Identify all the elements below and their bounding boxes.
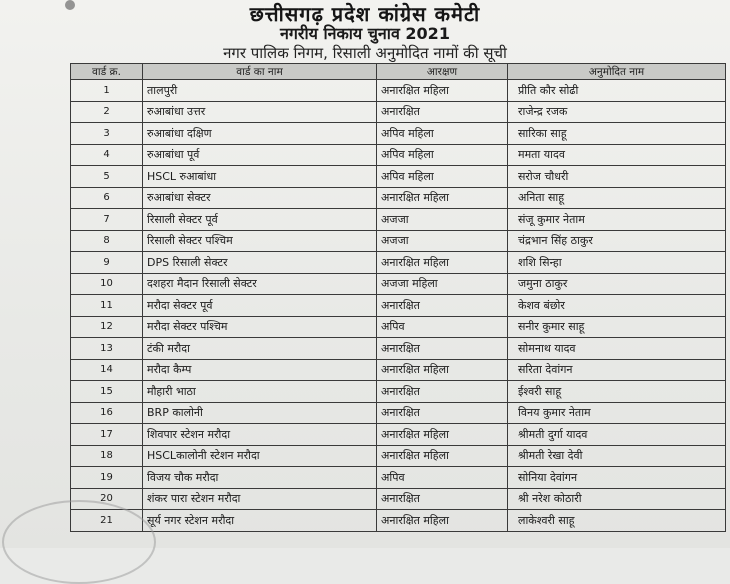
ward-number-cell: 18: [71, 445, 143, 467]
ward-name-cell: HSCL रुआबांधा: [143, 166, 377, 188]
reservation-cell: अनारक्षित: [377, 402, 508, 424]
column-header-ward-name: वार्ड का नाम: [143, 64, 377, 80]
ward-name-cell: रिसाली सेक्टर पूर्व: [143, 209, 377, 231]
ward-name-cell: तालपुरी: [143, 80, 377, 102]
reservation-cell: अनारक्षित महिला: [377, 252, 508, 274]
ward-name-cell: HSCLकालोनी स्टेशन मरौदा: [143, 445, 377, 467]
column-header-approved-name: अनुमोदित नाम: [508, 64, 726, 80]
approved-name-cell: विनय कुमार नेताम: [508, 402, 726, 424]
ward-name-cell: मरौदा सेक्टर पश्चिम: [143, 316, 377, 338]
reservation-cell: अनारक्षित महिला: [377, 359, 508, 381]
ward-number-cell: 4: [71, 144, 143, 166]
ward-name-cell: रुआबांधा दक्षिण: [143, 123, 377, 145]
ward-number-cell: 13: [71, 338, 143, 360]
approved-name-cell: शशि सिन्हा: [508, 252, 726, 274]
table-row: [71, 80, 726, 102]
table-row: [71, 187, 726, 209]
table-header-row: [71, 64, 726, 80]
reservation-cell: अपिव महिला: [377, 123, 508, 145]
table-row: [71, 101, 726, 123]
ward-number-cell: 6: [71, 187, 143, 209]
approved-name-cell: ईश्वरी साहू: [508, 381, 726, 403]
election-title: नगरीय निकाय चुनाव 2021: [280, 24, 450, 43]
ward-number-cell: 21: [71, 510, 143, 532]
approved-name-cell: सरोज चौधरी: [508, 166, 726, 188]
ward-name-cell: DPS रिसाली सेक्टर: [143, 252, 377, 274]
table-row: [71, 252, 726, 274]
ward-number-cell: 11: [71, 295, 143, 317]
approved-names-table: [70, 63, 726, 532]
table-row: [71, 445, 726, 467]
ward-number-cell: 10: [71, 273, 143, 295]
ward-number-cell: 3: [71, 123, 143, 145]
table-row: [71, 488, 726, 510]
ward-name-cell: BRP कालोनी: [143, 402, 377, 424]
ward-name-cell: रुआबांधा सेक्टर: [143, 187, 377, 209]
ward-number-cell: 12: [71, 316, 143, 338]
column-header-reservation: आरक्षण: [377, 64, 508, 80]
table-row: [71, 316, 726, 338]
ward-name-cell: दशहरा मैदान रिसाली सेक्टर: [143, 273, 377, 295]
approved-name-cell: राजेन्द्र रजक: [508, 101, 726, 123]
list-subtitle: नगर पालिक निगम, रिसाली अनुमोदित नामों की सूची: [223, 44, 507, 62]
table-row: [71, 338, 726, 360]
table-row: [71, 359, 726, 381]
table-row: [71, 144, 726, 166]
table-row: [71, 381, 726, 403]
approved-name-cell: सोनिया देवांगन: [508, 467, 726, 489]
ward-name-cell: मरौदा कैम्प: [143, 359, 377, 381]
table-row: [71, 209, 726, 231]
table-row: [71, 273, 726, 295]
ward-name-cell: मौहारी भाठा: [143, 381, 377, 403]
ward-number-cell: 19: [71, 467, 143, 489]
reservation-cell: अनारक्षित महिला: [377, 80, 508, 102]
reservation-cell: अपिव: [377, 467, 508, 489]
ward-number-cell: 1: [71, 80, 143, 102]
reservation-cell: अजजा: [377, 230, 508, 252]
approved-name-cell: सारिका साहू: [508, 123, 726, 145]
reservation-cell: अनारक्षित: [377, 101, 508, 123]
approved-name-cell: प्रीति कौर सोढी: [508, 80, 726, 102]
table-row: [71, 166, 726, 188]
reservation-cell: अजजा: [377, 209, 508, 231]
approved-name-cell: सनीर कुमार साहू: [508, 316, 726, 338]
reservation-cell: अनारक्षित महिला: [377, 187, 508, 209]
approved-name-cell: सरिता देवांगन: [508, 359, 726, 381]
ward-name-cell: रुआबांधा पूर्व: [143, 144, 377, 166]
reservation-cell: अपिव महिला: [377, 166, 508, 188]
approved-name-cell: लाकेश्वरी साहू: [508, 510, 726, 532]
ward-name-cell: रुआबांधा उत्तर: [143, 101, 377, 123]
approved-name-cell: केशव बंछोर: [508, 295, 726, 317]
reservation-cell: अनारक्षित: [377, 338, 508, 360]
table-row: [71, 467, 726, 489]
column-header-ward-no: वार्ड क्र.: [71, 64, 143, 80]
reservation-cell: अनारक्षित महिला: [377, 445, 508, 467]
approved-name-cell: अनिता साहू: [508, 187, 726, 209]
table-row: [71, 424, 726, 446]
reservation-cell: अनारक्षित: [377, 381, 508, 403]
approved-name-cell: चंद्रभान सिंह ठाकुर: [508, 230, 726, 252]
ward-number-cell: 17: [71, 424, 143, 446]
ward-name-cell: शंकर पारा स्टेशन मरौदा: [143, 488, 377, 510]
table-row: [71, 510, 726, 532]
reservation-cell: अनारक्षित: [377, 488, 508, 510]
table-row: [71, 123, 726, 145]
reservation-cell: अजजा महिला: [377, 273, 508, 295]
reservation-cell: अनारक्षित महिला: [377, 510, 508, 532]
committee-title: छत्तीसगढ़ प्रदेश कांग्रेस कमेटी: [249, 2, 481, 26]
reservation-cell: अपिव महिला: [377, 144, 508, 166]
approved-name-cell: श्री नरेश कोठारी: [508, 488, 726, 510]
table-row: [71, 230, 726, 252]
reservation-cell: अनारक्षित: [377, 295, 508, 317]
approved-name-cell: जमुना ठाकुर: [508, 273, 726, 295]
approved-name-cell: संजू कुमार नेताम: [508, 209, 726, 231]
ward-number-cell: 9: [71, 252, 143, 274]
ward-number-cell: 14: [71, 359, 143, 381]
ward-number-cell: 7: [71, 209, 143, 231]
ward-name-cell: शिवपार स्टेशन मरौदा: [143, 424, 377, 446]
office-stamp: [2, 500, 156, 584]
ward-name-cell: विजय चौक मरौदा: [143, 467, 377, 489]
ward-number-cell: 2: [71, 101, 143, 123]
reservation-cell: अपिव: [377, 316, 508, 338]
ward-name-cell: सूर्य नगर स्टेशन मरौदा: [143, 510, 377, 532]
ward-name-cell: रिसाली सेक्टर पश्चिम: [143, 230, 377, 252]
ward-number-cell: 16: [71, 402, 143, 424]
table-row: [71, 402, 726, 424]
table-row: [71, 295, 726, 317]
approved-name-cell: सोमनाथ यादव: [508, 338, 726, 360]
reservation-cell: अनारक्षित महिला: [377, 424, 508, 446]
ward-number-cell: 15: [71, 381, 143, 403]
ward-number-cell: 5: [71, 166, 143, 188]
approved-name-cell: श्रीमती दुर्गा यादव: [508, 424, 726, 446]
approved-name-cell: ममता यादव: [508, 144, 726, 166]
approved-name-cell: श्रीमती रेखा देवी: [508, 445, 726, 467]
ward-number-cell: 8: [71, 230, 143, 252]
ward-name-cell: मरौदा सेक्टर पूर्व: [143, 295, 377, 317]
ward-name-cell: टंकी मरौदा: [143, 338, 377, 360]
ward-number-cell: 20: [71, 488, 143, 510]
